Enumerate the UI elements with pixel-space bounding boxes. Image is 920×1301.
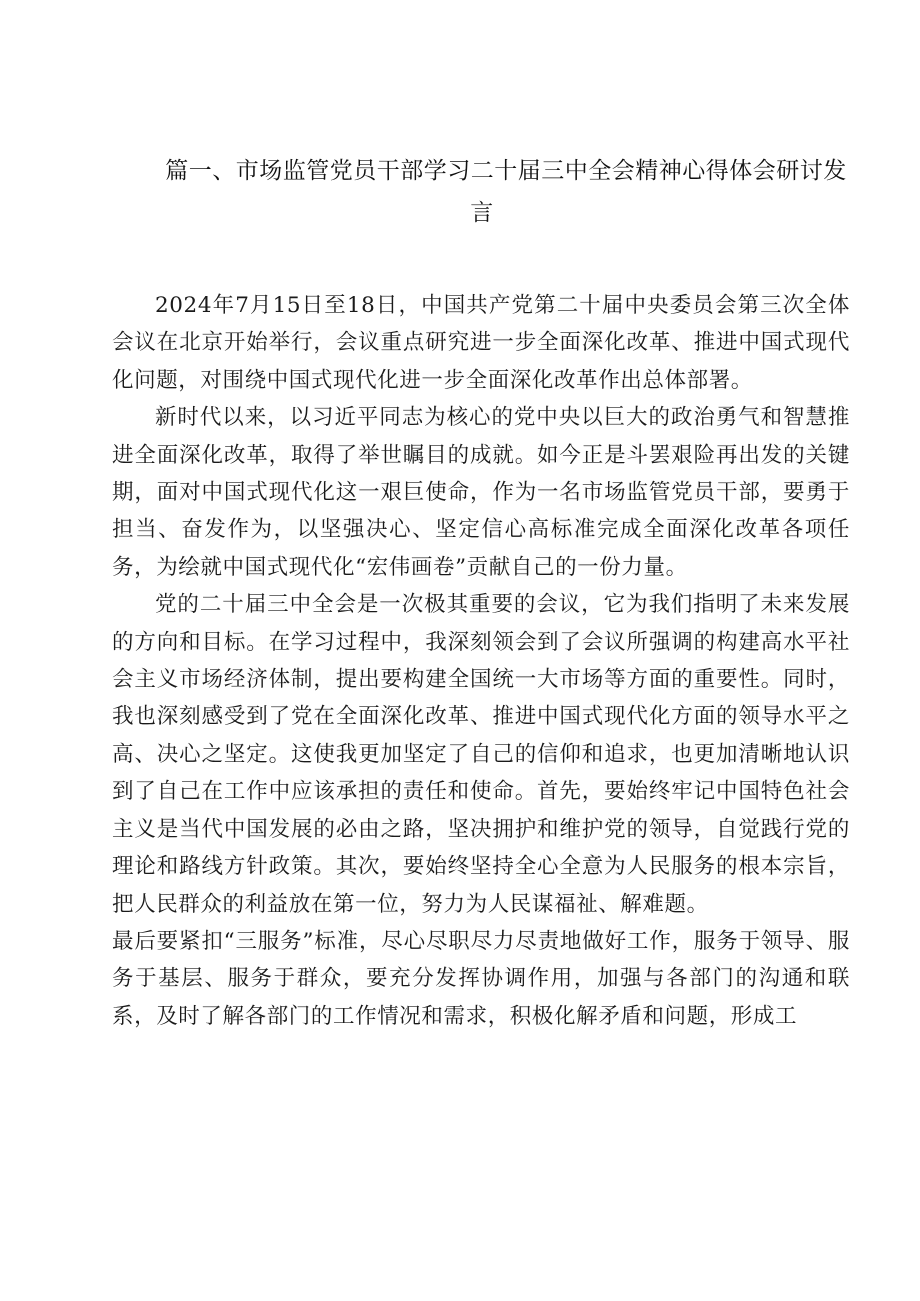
document-body bbox=[112, 287, 850, 1035]
document-title: 篇一、市场监管党员干部学习二十届三中全会精神心得体会研讨发言 bbox=[165, 158, 847, 226]
paragraph: 2024年7月15日至18日，中国共产党第二十届中央委员会第三次全体会议在北京开始举行，会议重点研究进一步全面深化改革、推进中国式现代化问题，对围绕中国式现代化进一步全面深化改革作出总体部署。 bbox=[112, 293, 850, 393]
paragraph: 新时代以来，以习近平同志为核心的党中央以巨大的政治勇气和智慧推进全面深化改革，取得了举世瞩目的成就。如今正是斗罢艰险再出发的关键期，面对中国式现代化这一艰巨使命，作为一名市场监管党员干部，要勇于担当、奋发作为，以坚强决心、坚定信心高标准完成全面深化改革各项任务，为绘就中国式现代化“宏伟画卷”贡献自己的一份力量。 bbox=[112, 405, 850, 580]
paragraph: 最后要紧扣“三服务”标准，尽心尽职尽力尽责地做好工作，服务于领导、服务于基层、服务于群众，要充分发挥协调作用，加强与各部门的沟通和联系，及时了解各部门的工作情况和需求，积极化解矛盾和问题，形成工 bbox=[112, 928, 850, 1029]
paragraph: 党的二十届三中全会是一次极其重要的会议，它为我们指明了未来发展的方向和目标。在学习过程中，我深刻领会到了会议所强调的构建高水平社会主义市场经济体制，提出要构建全国统一大市场等方面的重要性。同时，我也深刻感受到了党在全面深化改革、推进中国式现代化方面的领导水平之高、决心之坚定。这使我更加坚定了自己的信仰和追求，也更加清晰地认识到了自己在工作中应该承担的责任和使命。首先，要始终牢记中国特色社会主义是当代中国发展的必由之路，坚决拥护和维护党的领导，自觉践行党的理论和路线方针政策。其次，要始终坚持全心全意为人民服务的根本宗旨，把人民群众的利益放在第一位，努力为人民谋福祉、解难题。 bbox=[112, 592, 850, 917]
